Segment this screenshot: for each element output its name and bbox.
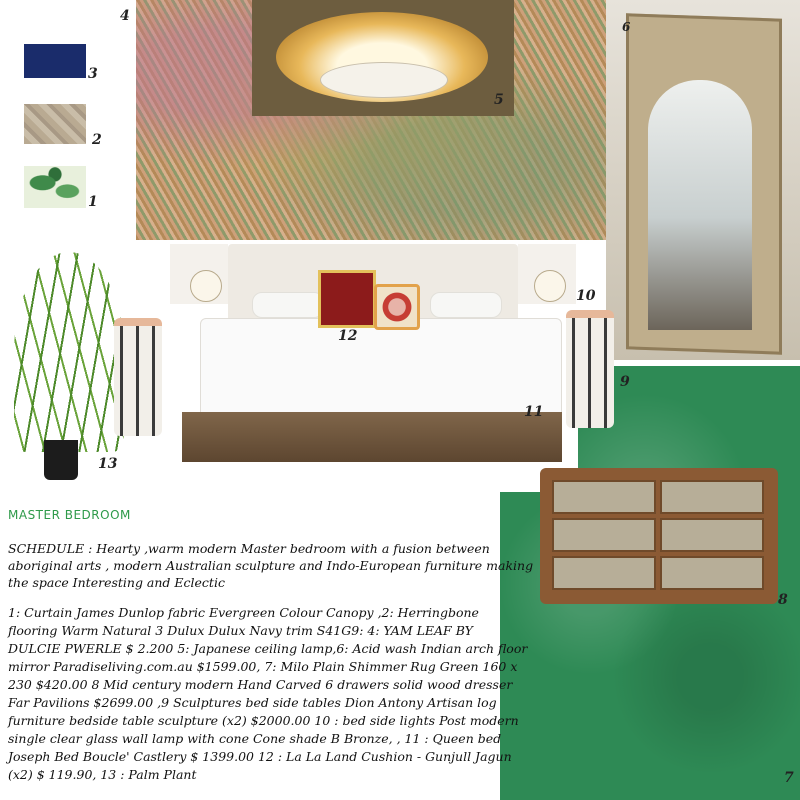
dresser-drawer (660, 518, 764, 552)
canopy-fabric-swatch (24, 166, 86, 208)
arch-mirror-glass (648, 80, 752, 330)
label-2: 2 (92, 132, 102, 148)
dresser-drawer (552, 518, 656, 552)
pillow-right (430, 292, 502, 318)
bedside-table-left (114, 318, 162, 436)
wall-lamp-left-shade (190, 270, 222, 302)
palm-plant-leaves (14, 252, 124, 452)
board-title: MASTER BEDROOM (8, 508, 131, 522)
label-7: 7 (784, 770, 794, 786)
pillow-left (252, 292, 324, 318)
label-13: 13 (98, 456, 118, 472)
label-4: 4 (120, 8, 130, 24)
label-9: 9 (620, 374, 630, 390)
label-11: 11 (524, 404, 544, 420)
plant-pot (44, 440, 78, 480)
label-6: 6 (622, 20, 631, 34)
dresser-drawer (552, 480, 656, 514)
cushion-pattern-1 (318, 270, 376, 328)
cushion-pattern-2 (374, 284, 420, 330)
schedule-text: SCHEDULE : Hearty ,warm modern Master bedroom with a fusion between aboriginal arts , modern Australian sculpture and Indo-European furniture making the space Interesting and Eclectic (8, 541, 534, 590)
bedside-table-right (566, 310, 614, 428)
navy-trim-swatch (24, 44, 86, 78)
bed-frame (182, 412, 562, 462)
label-10: 10 (576, 288, 596, 304)
label-12: 12 (338, 328, 358, 344)
label-3: 3 (88, 66, 98, 82)
ceiling-lamp-diffuser (320, 62, 448, 98)
dresser-drawer (660, 480, 764, 514)
label-5: 5 (494, 92, 504, 108)
carved-dresser (540, 468, 778, 604)
label-8: 8 (778, 592, 788, 608)
herringbone-floor-swatch (24, 104, 86, 144)
label-1: 1 (88, 194, 98, 210)
dresser-drawer (660, 556, 764, 590)
wall-lamp-right-shade (534, 270, 566, 302)
items-list: 1: Curtain James Dunlop fabric Evergreen Colour Canopy ,2: Herringbone flooring Warm Natural 3 Dulux Dulux Navy trim S41G9: 4: YAM LEAF BY DULCIE PWERLE $ 2.200 5: Japanese ceiling lamp,6: Acid wash Indian arch floor mirror Paradiseliving.com.au $1599.00, 7: Milo Plain Shimmer Rug Green 160 x 230 $420.00 8 Mid century modern Hand Carved 6 drawers solid wood dresser Far Pavilions $2699.00 ,9 Sculptures bed side tables Dion Antony Artisan log furniture bedside table sculpture (x2) $2000.00 10 : bed side lights Post modern single clear glass wall lamp with cone Cone shade B Bronze, , 11 : Queen bed Joseph Bed Boucle' Castlery $ 1399.00 12 : La La Land Cushion - Gunjull Jagun (x2) $ 119.90, 13 : Palm Plant (8, 605, 528, 782)
dresser-drawer (552, 556, 656, 590)
bed-mattress (200, 318, 562, 420)
